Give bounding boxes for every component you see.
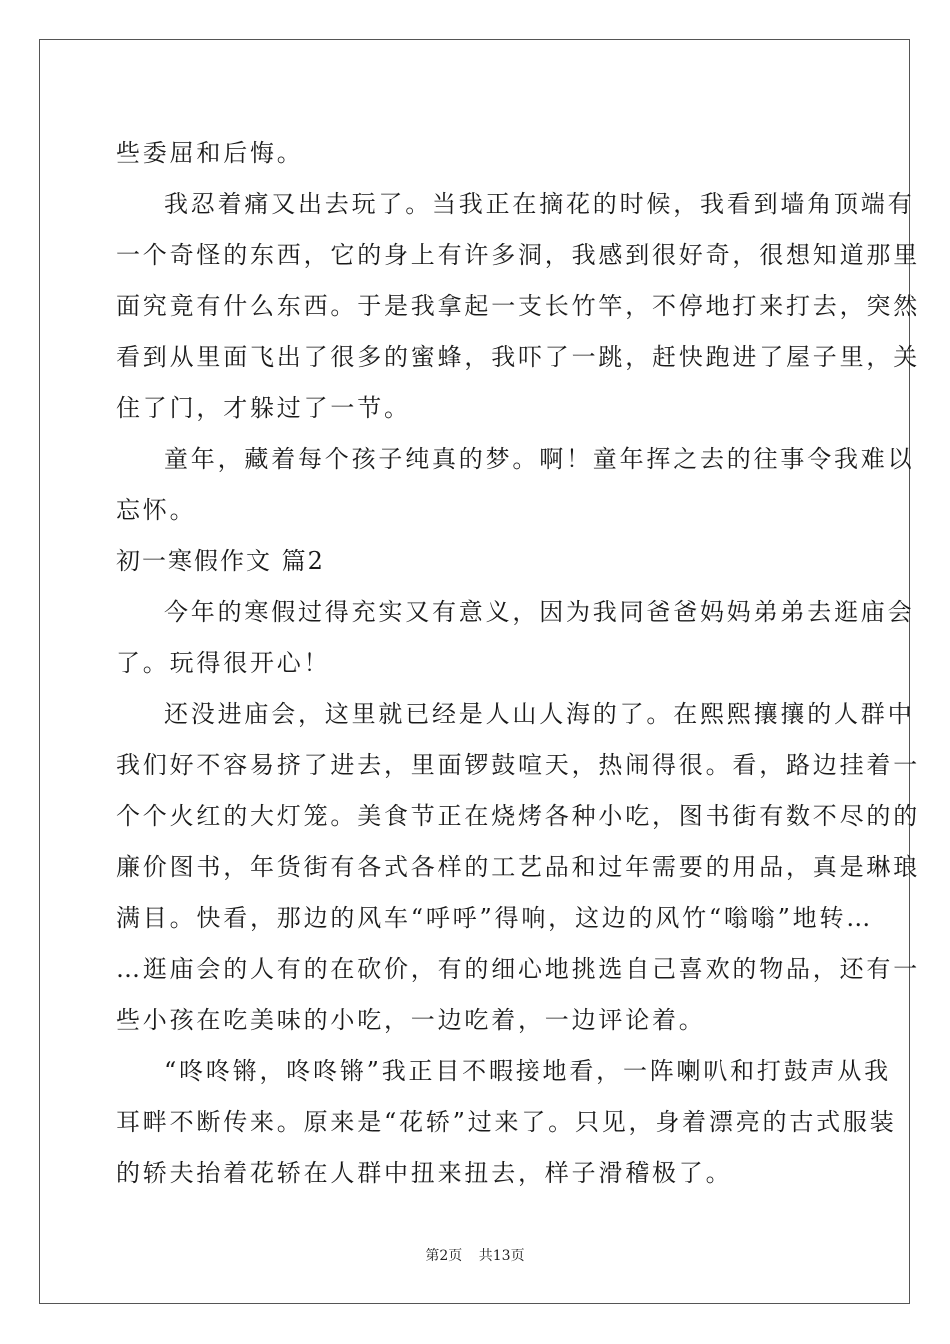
- page-footer: [0, 1245, 950, 1265]
- text-line: 我忍着痛又出去玩了。当我正在摘花的时候，我看到墙角顶端有: [164, 190, 915, 218]
- text-line: 些小孩在吃美味的小吃，一边吃着，一边评论着。: [116, 1006, 706, 1034]
- paragraph: [116, 128, 836, 179]
- text-line: 的轿夫抬着花轿在人群中扭来扭去，样子滑稽极了。: [116, 1159, 733, 1187]
- text-line: 今年的寒假过得充实又有意义，因为我同爸爸妈妈弟弟去逛庙会: [164, 598, 915, 626]
- paragraph: [116, 434, 915, 536]
- page-number: 第2页: [425, 1248, 463, 1264]
- section-heading: 初一寒假作文 篇2: [116, 547, 325, 575]
- document-body: [116, 128, 920, 1199]
- text-line: 个个火红的大灯笼。美食节正在烧烤各种小吃，图书街有数不尽的的: [116, 802, 920, 830]
- text-line: 面究竟有什么东西。于是我拿起一支长竹竿，不停地打来打去，突然: [116, 292, 920, 320]
- text-line: 看到从里面飞出了很多的蜜蜂，我吓了一跳，赶快跑进了屋子里，关: [116, 343, 920, 371]
- text-line: 还没进庙会，这里就已经是人山人海的了。在熙熙攘攘的人群中: [164, 700, 915, 728]
- text-line: 了。玩得很开心！: [116, 649, 331, 677]
- text-line: 耳畔不断传来。原来是“花轿”过来了。只见，身着漂亮的古式服装: [116, 1108, 897, 1136]
- page-total: 共13页: [478, 1248, 525, 1264]
- text-line: 住了门，才躲过了一节。: [116, 394, 411, 422]
- text-line: 廉价图书，年货街有各式各样的工艺品和过年需要的用品，真是琳琅: [116, 853, 920, 881]
- text-line: 童年，藏着每个孩子纯真的梦。啊！童年挥之去的往事令我难以: [164, 445, 915, 473]
- text-line: 我们好不容易挤了进去，里面锣鼓喧天，热闹得很。看，路边挂着一: [116, 751, 920, 779]
- paragraph: [116, 689, 920, 1046]
- text-line: …逛庙会的人有的在砍价，有的细心地挑选自己喜欢的物品，还有一: [116, 955, 920, 983]
- text-line: 一个奇怪的东西，它的身上有许多洞，我感到很好奇，很想知道那里: [116, 241, 920, 269]
- text-line: “咚咚锵，咚咚锵”我正目不暇接地看，一阵喇叭和打鼓声从我: [164, 1057, 891, 1085]
- paragraph: [116, 587, 915, 689]
- text-line: 忘怀。: [116, 496, 197, 524]
- text-line: 满目。快看，那边的风车“呼呼”得响，这边的风竹“嗡嗡”地转…: [116, 904, 874, 932]
- paragraph: [116, 1046, 897, 1199]
- paragraph: [116, 179, 920, 434]
- text-line: 些委屈和后悔。: [116, 139, 304, 167]
